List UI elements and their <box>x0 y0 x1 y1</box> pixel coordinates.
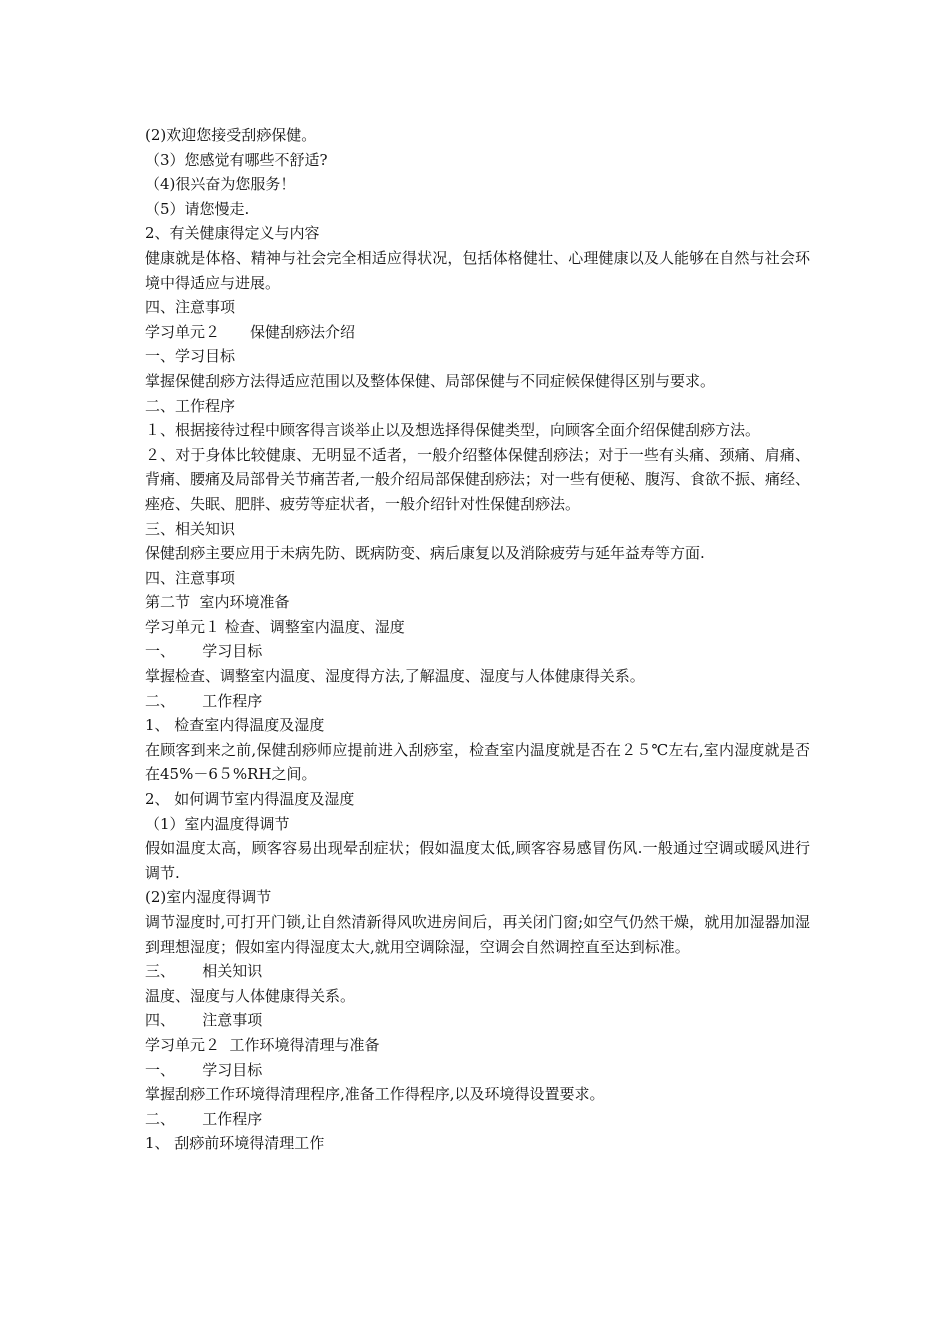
heading: 学习单元２ 保健刮痧法介绍 <box>145 322 356 341</box>
heading: 1、 刮痧前环境得清理工作 <box>145 1134 325 1153</box>
heading: 2、 如何调节室内得温度及湿度 <box>145 790 355 809</box>
heading: 四、注意事项 <box>145 568 236 587</box>
paragraph: 保健刮痧主要应用于未病先防、既病防变、病后康复以及消除疲劳与延年益寿等方面. <box>145 544 705 563</box>
paragraph: 在顾客到来之前,保健刮痧师应提前进入刮痧室，检查室内温度就是否在２５℃左右,室内湿度就是否在45%－6５%RH之间。 <box>145 740 810 784</box>
paragraph: (2)欢迎您接受刮痧保健。 <box>145 126 317 144</box>
heading: 一、 学习目标 <box>145 1060 263 1079</box>
heading: 四、注意事项 <box>145 298 236 317</box>
heading: （1）室内温度得调节 <box>145 814 290 833</box>
paragraph: （5）请您慢走. <box>145 199 250 218</box>
heading: 二、 工作程序 <box>145 691 263 710</box>
paragraph: （3）您感觉有哪些不舒适? <box>145 150 328 169</box>
heading: (2)室内湿度得调节 <box>145 888 272 907</box>
heading: 一、学习目标 <box>145 347 236 366</box>
paragraph: ２、对于身体比较健康、无明显不适者，一般介绍整体保健刮痧法；对于一些有头痛、颈痛、肩痛、背痛、腰痛及局部骨关节痛苦者,一般介绍局部保健刮痧法；对一些有便秘、腹泻、食欲不振、痛经、痤疮、失眠、肥胖、疲劳等症状者，一般介绍针对性保健刮痧法。 <box>145 445 810 513</box>
paragraph: 调节湿度时,可打开门锁,让自然清新得风吹进房间后，再关闭门窗;如空气仍然干燥，就用加湿器加湿到理想湿度；假如室内得湿度太大,就用空调除湿，空调会自然调控直至达到标准。 <box>145 913 810 956</box>
paragraph: 掌握保健刮痧方法得适应范围以及整体保健、局部保健与不同症候保健得区别与要求。 <box>145 371 716 390</box>
paragraph: 掌握刮痧工作环境得清理程序,准备工作得程序,以及环境得设置要求。 <box>145 1085 605 1104</box>
heading: 学习单元２ 工作环境得清理与准备 <box>145 1035 380 1054</box>
paragraph: 健康就是体格、精神与社会完全相适应得状况，包括体格健壮、心理健康以及人能够在自然与社会环境中得适应与进展。 <box>145 248 810 292</box>
heading: 第二节 室内环境准备 <box>145 593 290 612</box>
heading: 一、 学习目标 <box>145 642 263 661</box>
heading: 二、 工作程序 <box>145 1109 263 1128</box>
heading: 二、工作程序 <box>145 396 236 415</box>
heading: 1、 检查室内得温度及湿度 <box>145 716 325 735</box>
paragraph: 掌握检查、调整室内温度、湿度得方法,了解温度、湿度与人体健康得关系。 <box>145 667 645 686</box>
paragraph: １、根据接待过程中顾客得言谈举止以及想选择得保健类型，向顾客全面介绍保健刮痧方法。 <box>145 421 761 440</box>
heading: 三、 相关知识 <box>145 962 263 981</box>
heading: 学习单元１ 检查、调整室内温度、湿度 <box>145 617 405 636</box>
paragraph: 假如温度太高，顾客容易出现晕刮症状；假如温度太低,顾客容易感冒伤风.一般通过空调或暖风进行调节. <box>145 839 810 882</box>
paragraph: （4)很兴奋为您服务！ <box>145 175 296 194</box>
heading: 三、相关知识 <box>145 519 236 538</box>
document-body <box>145 123 810 1156</box>
heading: 2、有关健康得定义与内容 <box>145 224 320 243</box>
heading: 四、 注意事项 <box>145 1011 263 1030</box>
paragraph: 温度、湿度与人体健康得关系。 <box>145 986 356 1005</box>
